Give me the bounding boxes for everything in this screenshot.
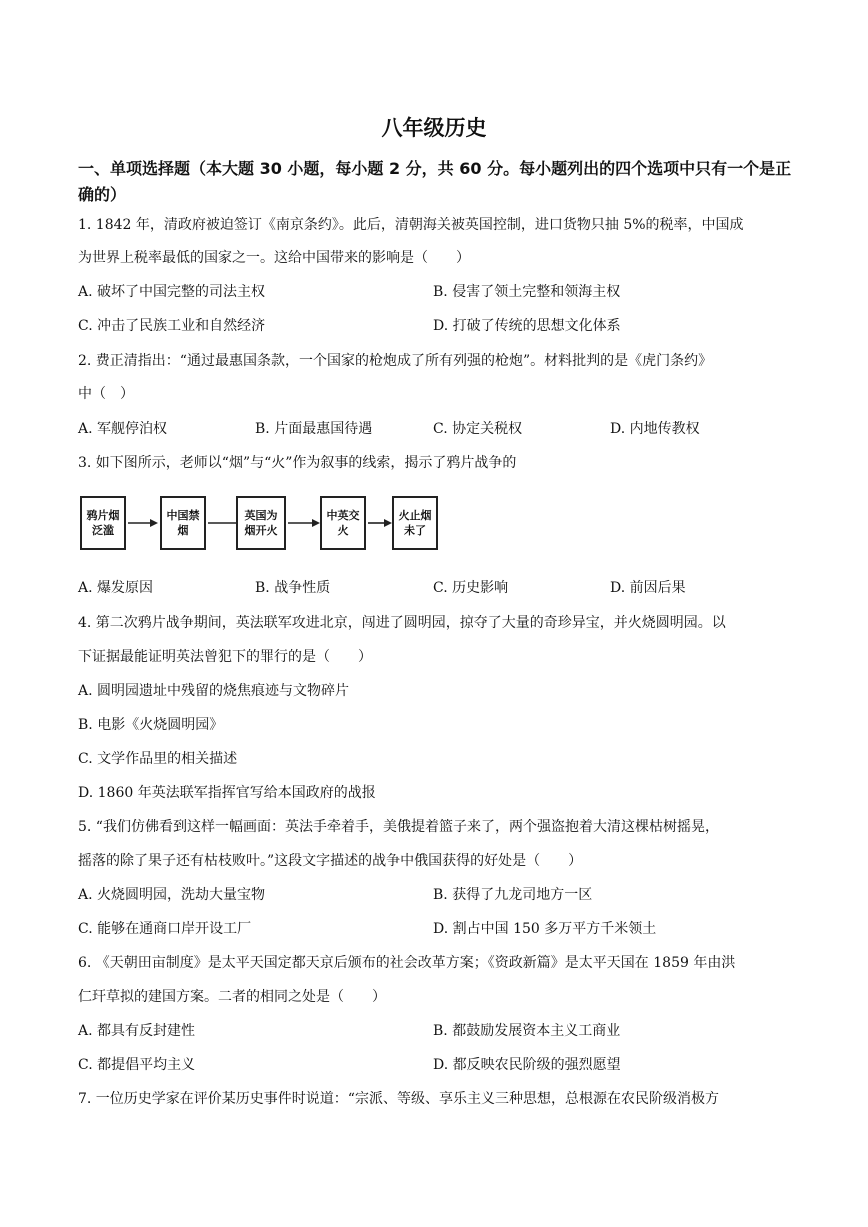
question-1-option-a: A. 破坏了中国完整的司法主权 (78, 284, 266, 300)
flow-arrow-1-icon (128, 518, 158, 528)
question-2-line-1: 2. 费正清指出：“通过最惠国条款，一个国家的枪炮成了所有列强的枪炮”。材料批判的是《虎门条约》 (78, 353, 713, 369)
page-title: 八年级历史 (381, 116, 487, 140)
section-heading: 一、单项选择题（本大题 30 小题，每小题 2 分，共 60 分。每小题列出的四个选项中只有一个是正确的） (78, 159, 792, 204)
question-5-option-d: D. 割占中国 150 多万平方千米领土 (433, 921, 657, 937)
question-6-option-b: B. 都鼓励发展资本主义工商业 (433, 1023, 621, 1039)
question-5-option-a: A. 火烧圆明园，洗劫大量宝物 (78, 887, 266, 903)
flow-diagram (78, 492, 438, 558)
question-1-line-2: 为世界上税率最低的国家之一。这给中国带来的影响是（ ） (78, 250, 470, 266)
question-4-option-c: C. 文学作品里的相关描述 (78, 751, 238, 767)
question-1-option-c: C. 冲击了民族工业和自然经济 (78, 318, 266, 334)
flow-box-4: 中英交火 (320, 496, 366, 550)
question-6-option-a: A. 都具有反封建性 (78, 1023, 196, 1039)
question-3-option-a: A. 爆发原因 (78, 580, 154, 596)
question-6-option-c: C. 都提倡平均主义 (78, 1057, 196, 1073)
question-5-option-c: C. 能够在通商口岸开设工厂 (78, 921, 252, 937)
flow-arrow-2-icon (208, 518, 236, 528)
question-1-option-d: D. 打破了传统的思想文化体系 (433, 318, 621, 334)
question-5-line-1: 5. “我们仿佛看到这样一幅画面：英法手牵着手，美俄提着篮子来了，两个强盗抱着大清这棵枯树摇晃， (78, 819, 719, 835)
question-7-line-1: 7. 一位历史学家在评价某历史事件时说道：“宗派、等级、享乐主义三种思想，总根源在农民阶级消极方 (78, 1091, 719, 1107)
question-4-line-2: 下证据最能证明英法曾犯下的罪行的是（ ） (78, 649, 372, 665)
flow-arrow-3-icon (288, 518, 320, 528)
question-4-option-d: D. 1860 年英法联军指挥官写给本国政府的战报 (78, 785, 376, 801)
question-5-line-2: 摇落的除了果子还有枯枝败叶。”这段文字描述的战争中俄国获得的好处是（ ） (78, 853, 583, 869)
question-4-option-a: A. 圆明园遗址中残留的烧焦痕迹与文物碎片 (78, 683, 350, 699)
question-1-line-1: 1. 1842 年，清政府被迫签订《南京条约》。此后，清朝海关被英国控制，进口货物只抽 5%的税率，中国成 (78, 217, 744, 233)
question-2-option-a: A. 军舰停泊权 (78, 421, 168, 437)
question-2-line-2: 中（ ） (78, 386, 134, 402)
question-1-option-b: B. 侵害了领土完整和领海主权 (433, 284, 621, 300)
question-2-option-c: C. 协定关税权 (433, 421, 523, 437)
flow-arrow-4-icon (368, 518, 392, 528)
question-3-line-1: 3. 如下图所示，老师以“烟”与“火”作为叙事的线索，揭示了鸦片战争的 (78, 455, 517, 471)
question-3-option-b: B. 战争性质 (255, 580, 331, 596)
flow-box-1: 鸦片烟泛滥 (80, 496, 126, 550)
flow-box-3: 英国为烟开火 (236, 496, 286, 550)
question-2-option-d: D. 内地传教权 (610, 421, 700, 437)
question-3-option-d: D. 前因后果 (610, 580, 686, 596)
question-2-option-b: B. 片面最惠国待遇 (255, 421, 373, 437)
question-3-option-c: C. 历史影响 (433, 580, 509, 596)
question-6-option-d: D. 都反映农民阶级的强烈愿望 (433, 1057, 621, 1073)
question-5-option-b: B. 获得了九龙司地方一区 (433, 887, 593, 903)
question-4-option-b: B. 电影《火烧圆明园》 (78, 717, 224, 733)
question-6-line-2: 仁玕草拟的建国方案。二者的相同之处是（ ） (78, 989, 386, 1005)
flow-box-2: 中国禁烟 (160, 496, 206, 550)
question-4-line-1: 4. 第二次鸦片战争期间，英法联军攻进北京，闯进了圆明园，掠夺了大量的奇珍异宝，并火烧圆明园。以 (78, 615, 726, 631)
question-6-line-1: 6. 《天朝田亩制度》是太平天国定都天京后颁布的社会改革方案；《资政新篇》是太平天国在 1859 年由洪 (78, 955, 736, 971)
flow-box-5: 火止烟未了 (392, 496, 438, 550)
